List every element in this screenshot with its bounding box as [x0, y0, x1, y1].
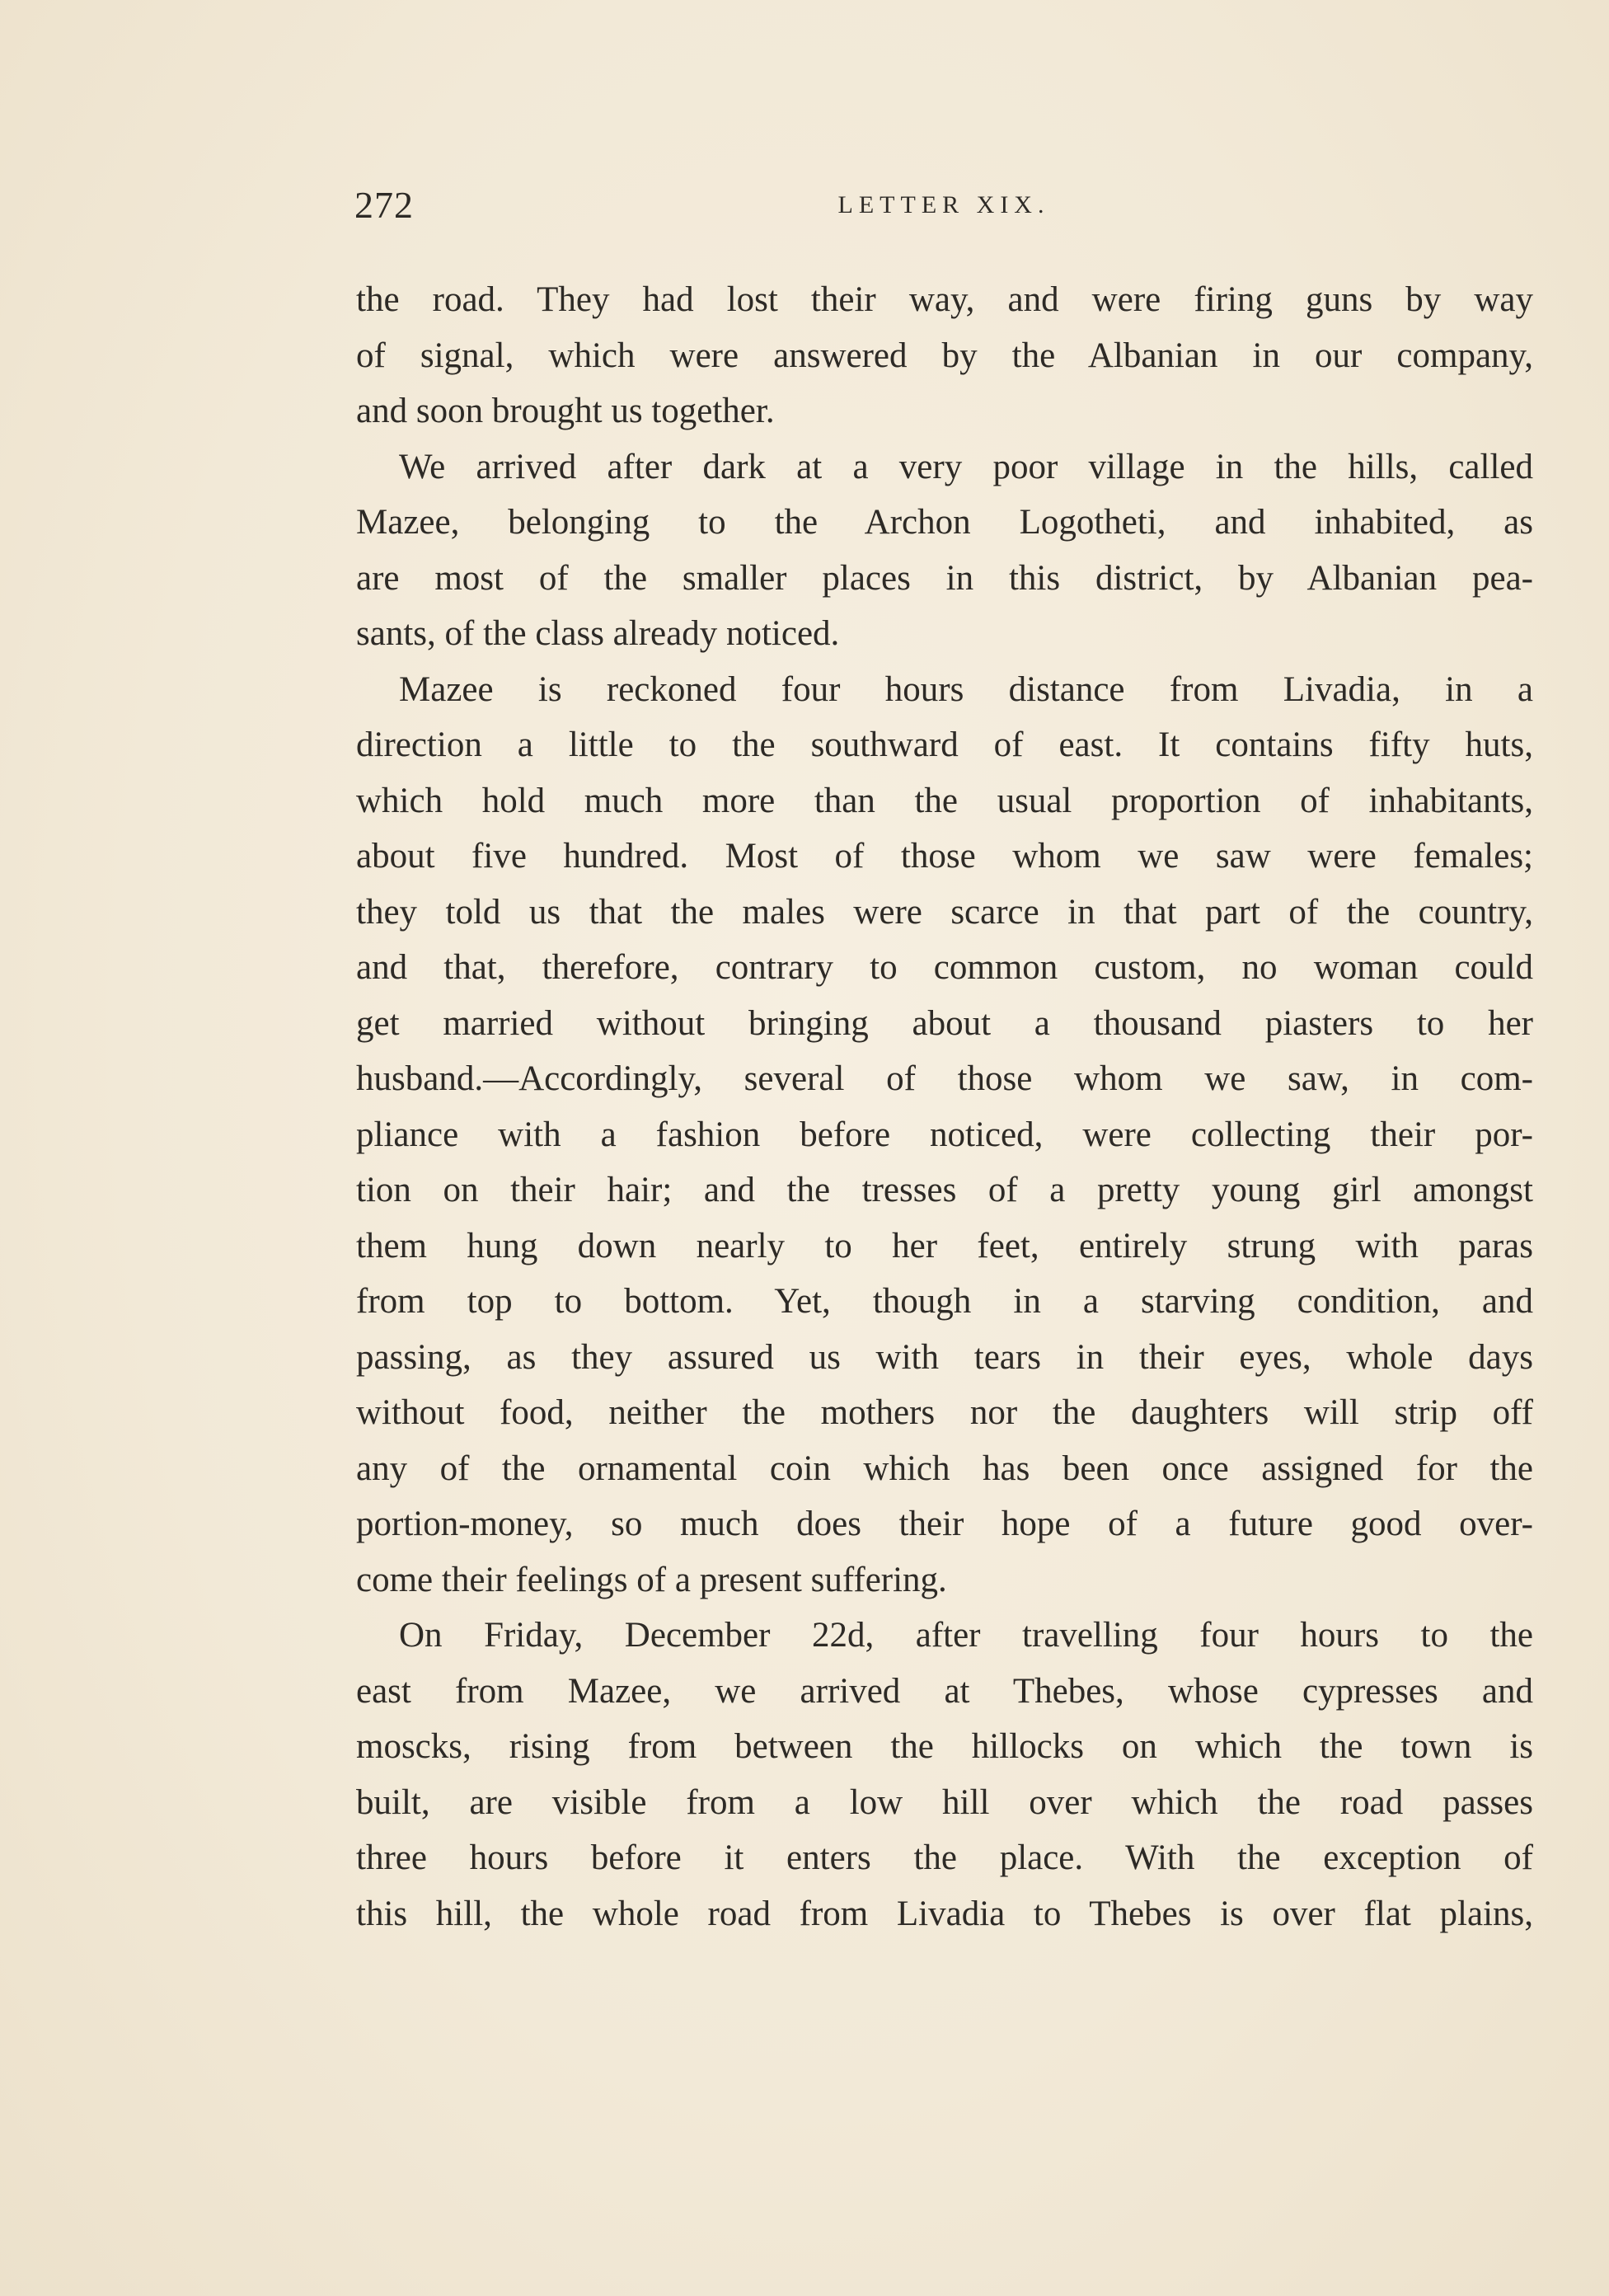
text-line: and soon brought us together. — [356, 392, 775, 430]
text-line: are most of the smaller places in this district, by Albanian pea- — [356, 558, 1533, 598]
text-line: sants, of the class already noticed. — [356, 614, 840, 653]
page-number: 272 — [354, 184, 414, 226]
text-line: pliance with a fashion before noticed, were collecting their por- — [356, 1115, 1533, 1154]
text-line: tion on their hair; and the tresses of a pretty young girl amongst — [356, 1171, 1533, 1209]
text-line: any of the ornamental coin which has been once assigned for the — [356, 1448, 1533, 1488]
text-line: direction a little to the southward of east. It contains fifty huts, — [356, 725, 1533, 764]
running-head: LETTER XIX. — [837, 191, 1050, 218]
text-line: this hill, the whole road from Livadia to Thebes is over flat plains, — [356, 1894, 1533, 1933]
text-line: them hung down nearly to her feet, entirely strung with paras — [356, 1226, 1533, 1265]
text-line: which hold much more than the usual proportion of inhabitants, — [356, 781, 1533, 820]
text-line: built, are visible from a low hill over which the road passes — [356, 1782, 1533, 1822]
text-line: get married without bringing about a thousand piasters to her — [356, 1003, 1533, 1043]
text-line: they told us that the males were scarce in that part of the country, — [356, 892, 1533, 932]
text-line: three hours before it enters the place. With the exception of — [356, 1838, 1533, 1877]
text-line: Mazee is reckoned four hours distance from Livadia, in a — [399, 669, 1533, 709]
text-line: of signal, which were answered by the Albanian in our company, — [356, 336, 1533, 375]
text-line: the road. They had lost their way, and were firing guns by way — [356, 280, 1533, 319]
text-line: about five hundred. Most of those whom we saw were females; — [356, 837, 1533, 876]
text-line: come their feelings of a present suffering. — [356, 1560, 947, 1599]
page-header — [354, 183, 1533, 241]
text-line: east from Mazee, we arrived at Thebes, whose cypresses and — [356, 1671, 1533, 1711]
text-line: moscks, rising from between the hillocks on which the town is — [356, 1727, 1533, 1766]
text-line: passing, as they assured us with tears in their eyes, whole days — [356, 1337, 1533, 1377]
text-line: Mazee, belonging to the Archon Logotheti, and inhabited, as — [356, 503, 1533, 542]
text-line: On Friday, December 22d, after travelling four hours to the — [399, 1616, 1533, 1655]
text-line: from top to bottom. Yet, though in a starving condition, and — [356, 1282, 1533, 1321]
text-line: and that, therefore, contrary to common custom, no woman could — [356, 948, 1533, 987]
text-line: portion-money, so much does their hope of a future good over- — [356, 1505, 1533, 1543]
text-line: husband.—Accordingly, several of those whom we saw, in com- — [356, 1059, 1533, 1098]
text-line: We arrived after dark at a very poor village in the hills, called — [399, 447, 1533, 486]
body-text — [356, 272, 1533, 1942]
text-line: without food, neither the mothers nor the daughters will strip off — [356, 1393, 1533, 1432]
